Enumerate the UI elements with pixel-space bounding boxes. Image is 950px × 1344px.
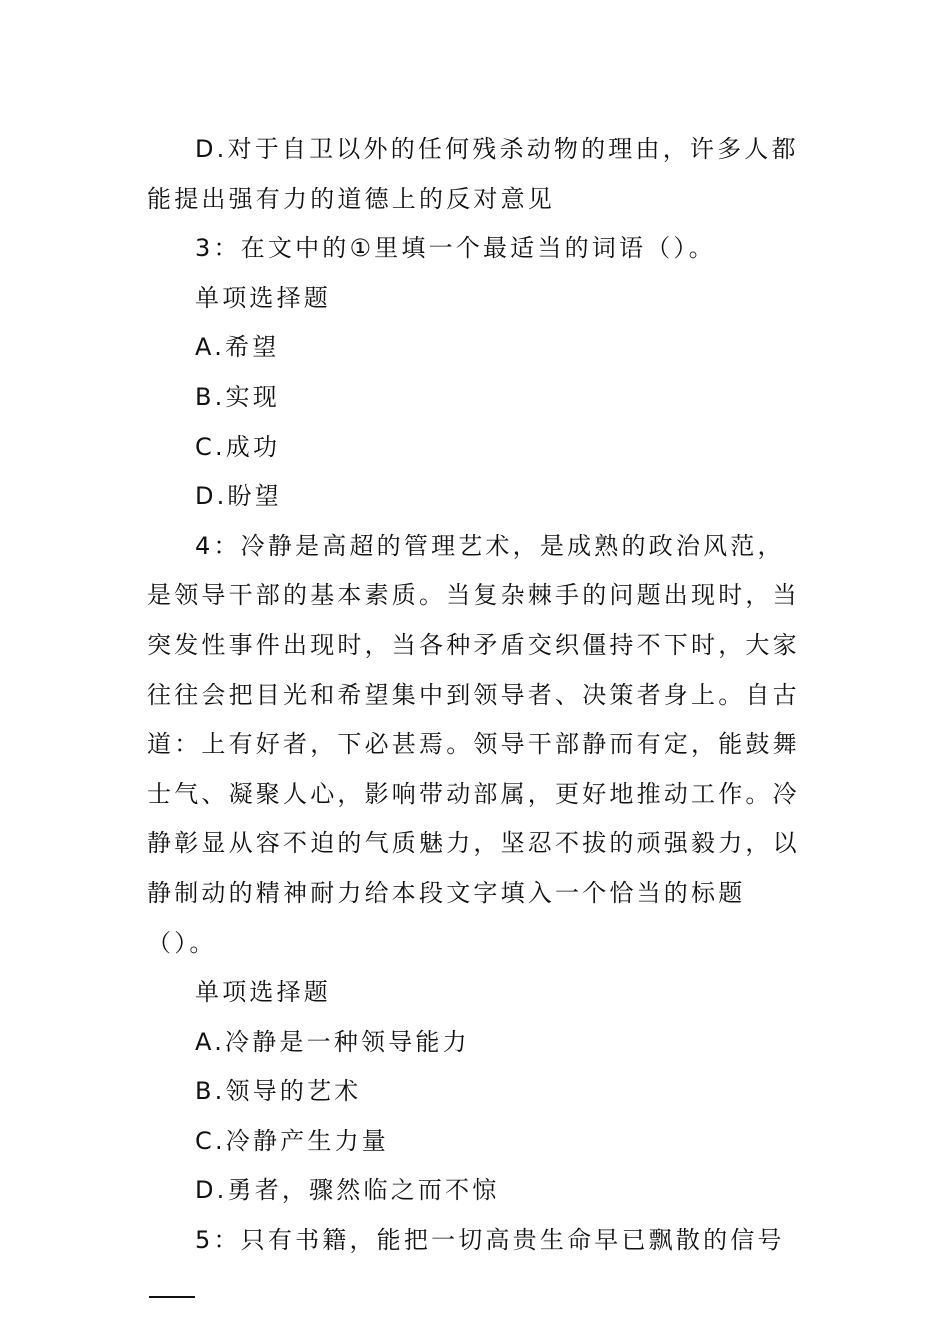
q4-type: 单项选择题: [195, 978, 331, 1007]
q3-option-a: A.希望: [195, 333, 280, 362]
q5-stem: 5：只有书籍，能把一切高贵生命早已飘散的信号: [195, 1226, 785, 1255]
q4-option-b: B.领导的艺术: [195, 1077, 362, 1106]
q3-option-c: C.成功: [195, 432, 281, 461]
q5-line: [147, 1216, 807, 1315]
q3-type: 单项选择题: [195, 283, 331, 312]
document-page: [147, 125, 807, 1315]
q3-option-b: B.实现: [195, 382, 280, 411]
q4-option-c: C.冷静产生力量: [195, 1126, 389, 1155]
q4-stem: 4：冷静是高超的管理艺术，是成熟的政治风范，是领导干部的基本素质。当复杂棘手的问题出现时，当突发性事件出现时，当各种矛盾交织僵持不下时，大家往往会把目光和希望集中到领导者、决策者身上。自古道：上有好者，下必甚焉。领导干部静而有定，能鼓舞士气、凝聚人心，影响带动部属，更好地推动工作。冷静彰显从容不迫的气质魅力，坚忍不拔的顽强毅力，以静制动的精神耐力给本段文字填入一个恰当的标题（）。: [147, 531, 800, 957]
q4-option-d: D.勇者，骤然临之而不惊: [195, 1176, 500, 1205]
q3-option-d: D.盼望: [195, 482, 282, 511]
fill-in-blank: [149, 1274, 195, 1298]
q4-option-a: A.冷静是一种领导能力: [195, 1027, 470, 1056]
q2-option-d: D.对于自卫以外的任何残杀动物的理由，许多人都能提出强有力的道德上的反对意见: [147, 135, 799, 213]
q3-stem: 3：在文中的①里填一个最适当的词语（）。: [195, 234, 716, 263]
